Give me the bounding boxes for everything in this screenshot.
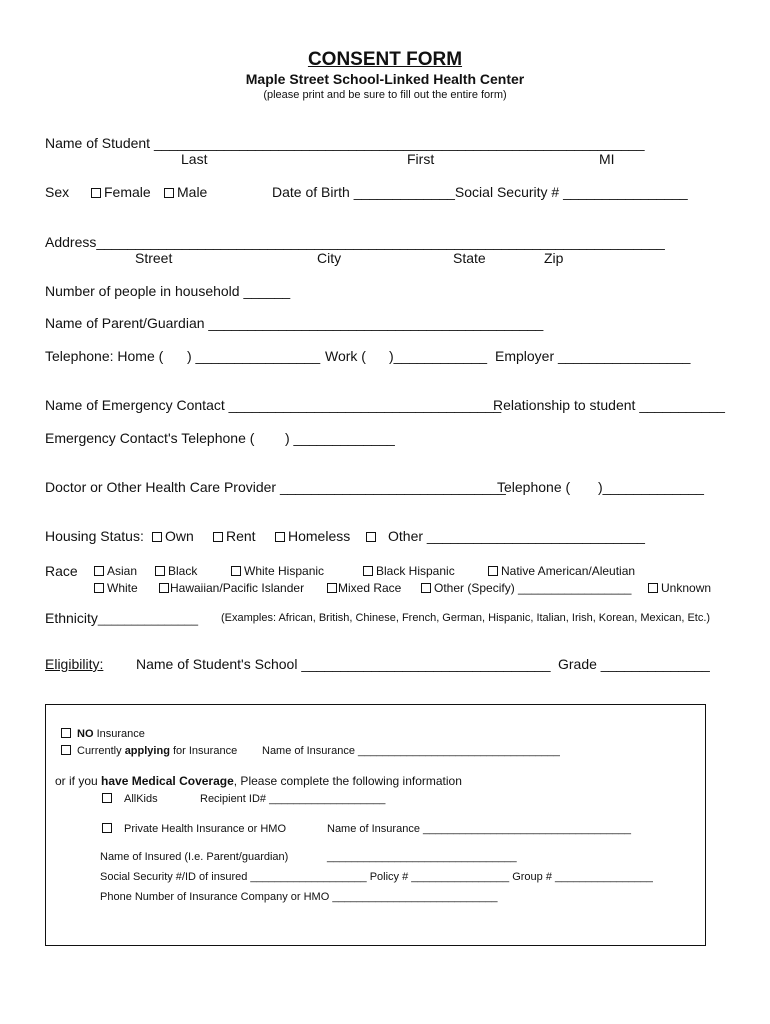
student-name-field[interactable]: Name of Student _______________________________________________________________ (45, 135, 645, 151)
black-checkbox[interactable] (155, 566, 165, 576)
private-insurance-option[interactable] (102, 823, 286, 835)
address-field[interactable]: Address_________________________________________________________________________ (45, 234, 665, 250)
white-checkbox[interactable] (94, 583, 104, 593)
emergency-contact-field[interactable]: Name of Emergency Contact ___________________________________ (45, 397, 502, 413)
other-housing-field[interactable]: Other ____________________________ (388, 528, 645, 544)
housing-homeless-option[interactable] (275, 529, 350, 543)
relationship-field[interactable]: Relationship to student ___________ (493, 397, 725, 413)
applying-insurance-name-field[interactable]: Name of Insurance _________________________________ (262, 745, 560, 757)
race-black-option[interactable] (155, 565, 197, 577)
ethnicity-label: Ethnicity (45, 610, 98, 626)
coverage-instructions (55, 775, 462, 787)
race-black-hispanic-option[interactable] (363, 565, 455, 577)
race-label: Race (45, 563, 78, 579)
provider-field[interactable]: Doctor or Other Health Care Provider _____________________________ (45, 479, 506, 495)
housing-rent-option[interactable] (213, 529, 256, 543)
female-option[interactable] (91, 185, 151, 199)
eligibility-heading: Eligibility: (45, 656, 104, 672)
female-checkbox[interactable] (91, 188, 101, 198)
applying-checkbox[interactable] (61, 745, 71, 755)
hawaiian-checkbox[interactable] (159, 583, 169, 593)
first-name-caption: First (407, 151, 435, 167)
work-phone-field[interactable]: )____________ (389, 348, 488, 364)
race-native-american-option[interactable] (488, 565, 635, 577)
form-title: CONSENT FORM (307, 49, 463, 70)
white-hispanic-label: White Hispanic (244, 564, 325, 578)
emergency-phone-field[interactable]: ) _____________ (285, 430, 395, 446)
provider-phone-label: Telephone ( (497, 479, 571, 495)
no-insurance-checkbox[interactable] (61, 728, 71, 738)
for-insurance-label: for Insurance (172, 745, 238, 757)
applying-insurance-option[interactable] (61, 745, 237, 757)
emergency-phone-label: Emergency Contact's Telephone ( (45, 430, 255, 446)
own-checkbox[interactable] (152, 532, 162, 542)
male-option[interactable] (164, 185, 207, 199)
black-hispanic-checkbox[interactable] (363, 566, 373, 576)
currently-label: Currently (77, 745, 122, 757)
race-asian-option[interactable] (94, 565, 137, 577)
mixed-checkbox[interactable] (327, 583, 337, 593)
asian-label: Asian (107, 564, 138, 578)
other-housing-checkbox[interactable] (366, 532, 376, 542)
no-insurance-label: Insurance (96, 728, 145, 740)
unknown-checkbox[interactable] (648, 583, 658, 593)
homeless-label: Homeless (288, 528, 351, 544)
other-race-checkbox[interactable] (421, 583, 431, 593)
male-label: Male (177, 184, 208, 200)
form-instructions: (please print and be sure to fill out the entire form) (263, 89, 507, 101)
private-insurance-label: Private Health Insurance or HMO (124, 823, 287, 835)
home-phone-label: Telephone: Home ( (45, 348, 164, 364)
applying-label: applying (124, 745, 170, 757)
dob-ssn-field[interactable]: Date of Birth _____________Social Security # ________________ (272, 184, 688, 200)
city-caption: City (317, 250, 342, 266)
allkids-option[interactable] (102, 793, 158, 805)
housing-other-option[interactable] (366, 529, 645, 543)
unknown-label: Unknown (661, 581, 712, 595)
mixed-label: Mixed Race (338, 581, 402, 595)
state-caption: State (453, 250, 486, 266)
sex-label: Sex (45, 184, 70, 200)
hawaiian-label: Hawaiian/Pacific Islander (170, 581, 305, 595)
race-white-hispanic-option[interactable] (231, 565, 324, 577)
race-unknown-option[interactable] (648, 582, 711, 594)
own-label: Own (165, 528, 194, 544)
school-name-field[interactable]: Name of Student's School ________________________________ (136, 656, 551, 672)
race-other-option[interactable] (421, 582, 631, 594)
recipient-id-field[interactable]: Recipient ID# ___________________ (200, 793, 386, 805)
rent-checkbox[interactable] (213, 532, 223, 542)
ethnicity-field[interactable] (45, 611, 198, 625)
race-white-option[interactable] (94, 582, 138, 594)
middle-initial-caption: MI (599, 151, 615, 167)
housing-label: Housing Status: (45, 528, 144, 544)
home-phone-field[interactable]: ) ________________ (187, 348, 321, 364)
asian-checkbox[interactable] (94, 566, 104, 576)
guardian-field[interactable]: Name of Parent/Guardian ___________________________________________ (45, 315, 544, 331)
allkids-label: AllKids (124, 793, 158, 805)
race-hawaiian-option[interactable] (159, 582, 304, 594)
provider-phone-field[interactable]: )_____________ (598, 479, 704, 495)
ethnicity-examples: (Examples: African, British, Chinese, French, German, Hispanic, Italian, Irish, Korean, Mexican, Etc.) (221, 612, 711, 624)
black-hispanic-label: Black Hispanic (376, 564, 455, 578)
white-label: White (107, 581, 138, 595)
allkids-checkbox[interactable] (102, 793, 112, 803)
white-hispanic-checkbox[interactable] (231, 566, 241, 576)
last-name-caption: Last (181, 151, 208, 167)
male-checkbox[interactable] (164, 188, 174, 198)
race-mixed-option[interactable] (327, 582, 401, 594)
insured-name-field[interactable]: _______________________________ (327, 851, 517, 863)
no-label: NO (77, 728, 94, 740)
native-american-checkbox[interactable] (488, 566, 498, 576)
rent-label: Rent (226, 528, 256, 544)
complete-label: , Please complete the following information (233, 774, 462, 788)
insured-name-label: Name of Insured (I.e. Parent/guardian) (100, 851, 289, 863)
other-race-field[interactable]: Other (Specify) _________________ (434, 581, 632, 595)
black-label: Black (168, 564, 198, 578)
native-american-label: Native American/Aleutian (501, 564, 636, 578)
private-insurance-name-field[interactable]: Name of Insurance __________________________________ (327, 823, 631, 835)
or-if-you-label: or if you (55, 774, 98, 788)
form-subtitle: Maple Street School-Linked Health Center (245, 71, 525, 87)
zip-caption: Zip (544, 250, 564, 266)
employer-field[interactable]: Employer _________________ (495, 348, 691, 364)
have-coverage-label: have Medical Coverage (101, 774, 234, 788)
no-insurance-option[interactable] (61, 728, 145, 740)
homeless-checkbox[interactable] (275, 532, 285, 542)
grade-field[interactable]: Grade ______________ (558, 656, 710, 672)
ssn-policy-group-field[interactable]: Social Security #/ID of insured ___________________ Policy # ________________ Group # ________________ (100, 871, 653, 883)
insurance-phone-field[interactable]: Phone Number of Insurance Company or HMO ___________________________ (100, 891, 498, 903)
female-label: Female (104, 184, 151, 200)
private-insurance-checkbox[interactable] (102, 823, 112, 833)
housing-own-option[interactable] (152, 529, 194, 543)
street-caption: Street (135, 250, 173, 266)
household-field[interactable]: Number of people in household ______ (45, 283, 291, 299)
work-phone-label: Work ( (325, 348, 366, 364)
ethnicity-line[interactable]: _______________ (97, 612, 199, 626)
